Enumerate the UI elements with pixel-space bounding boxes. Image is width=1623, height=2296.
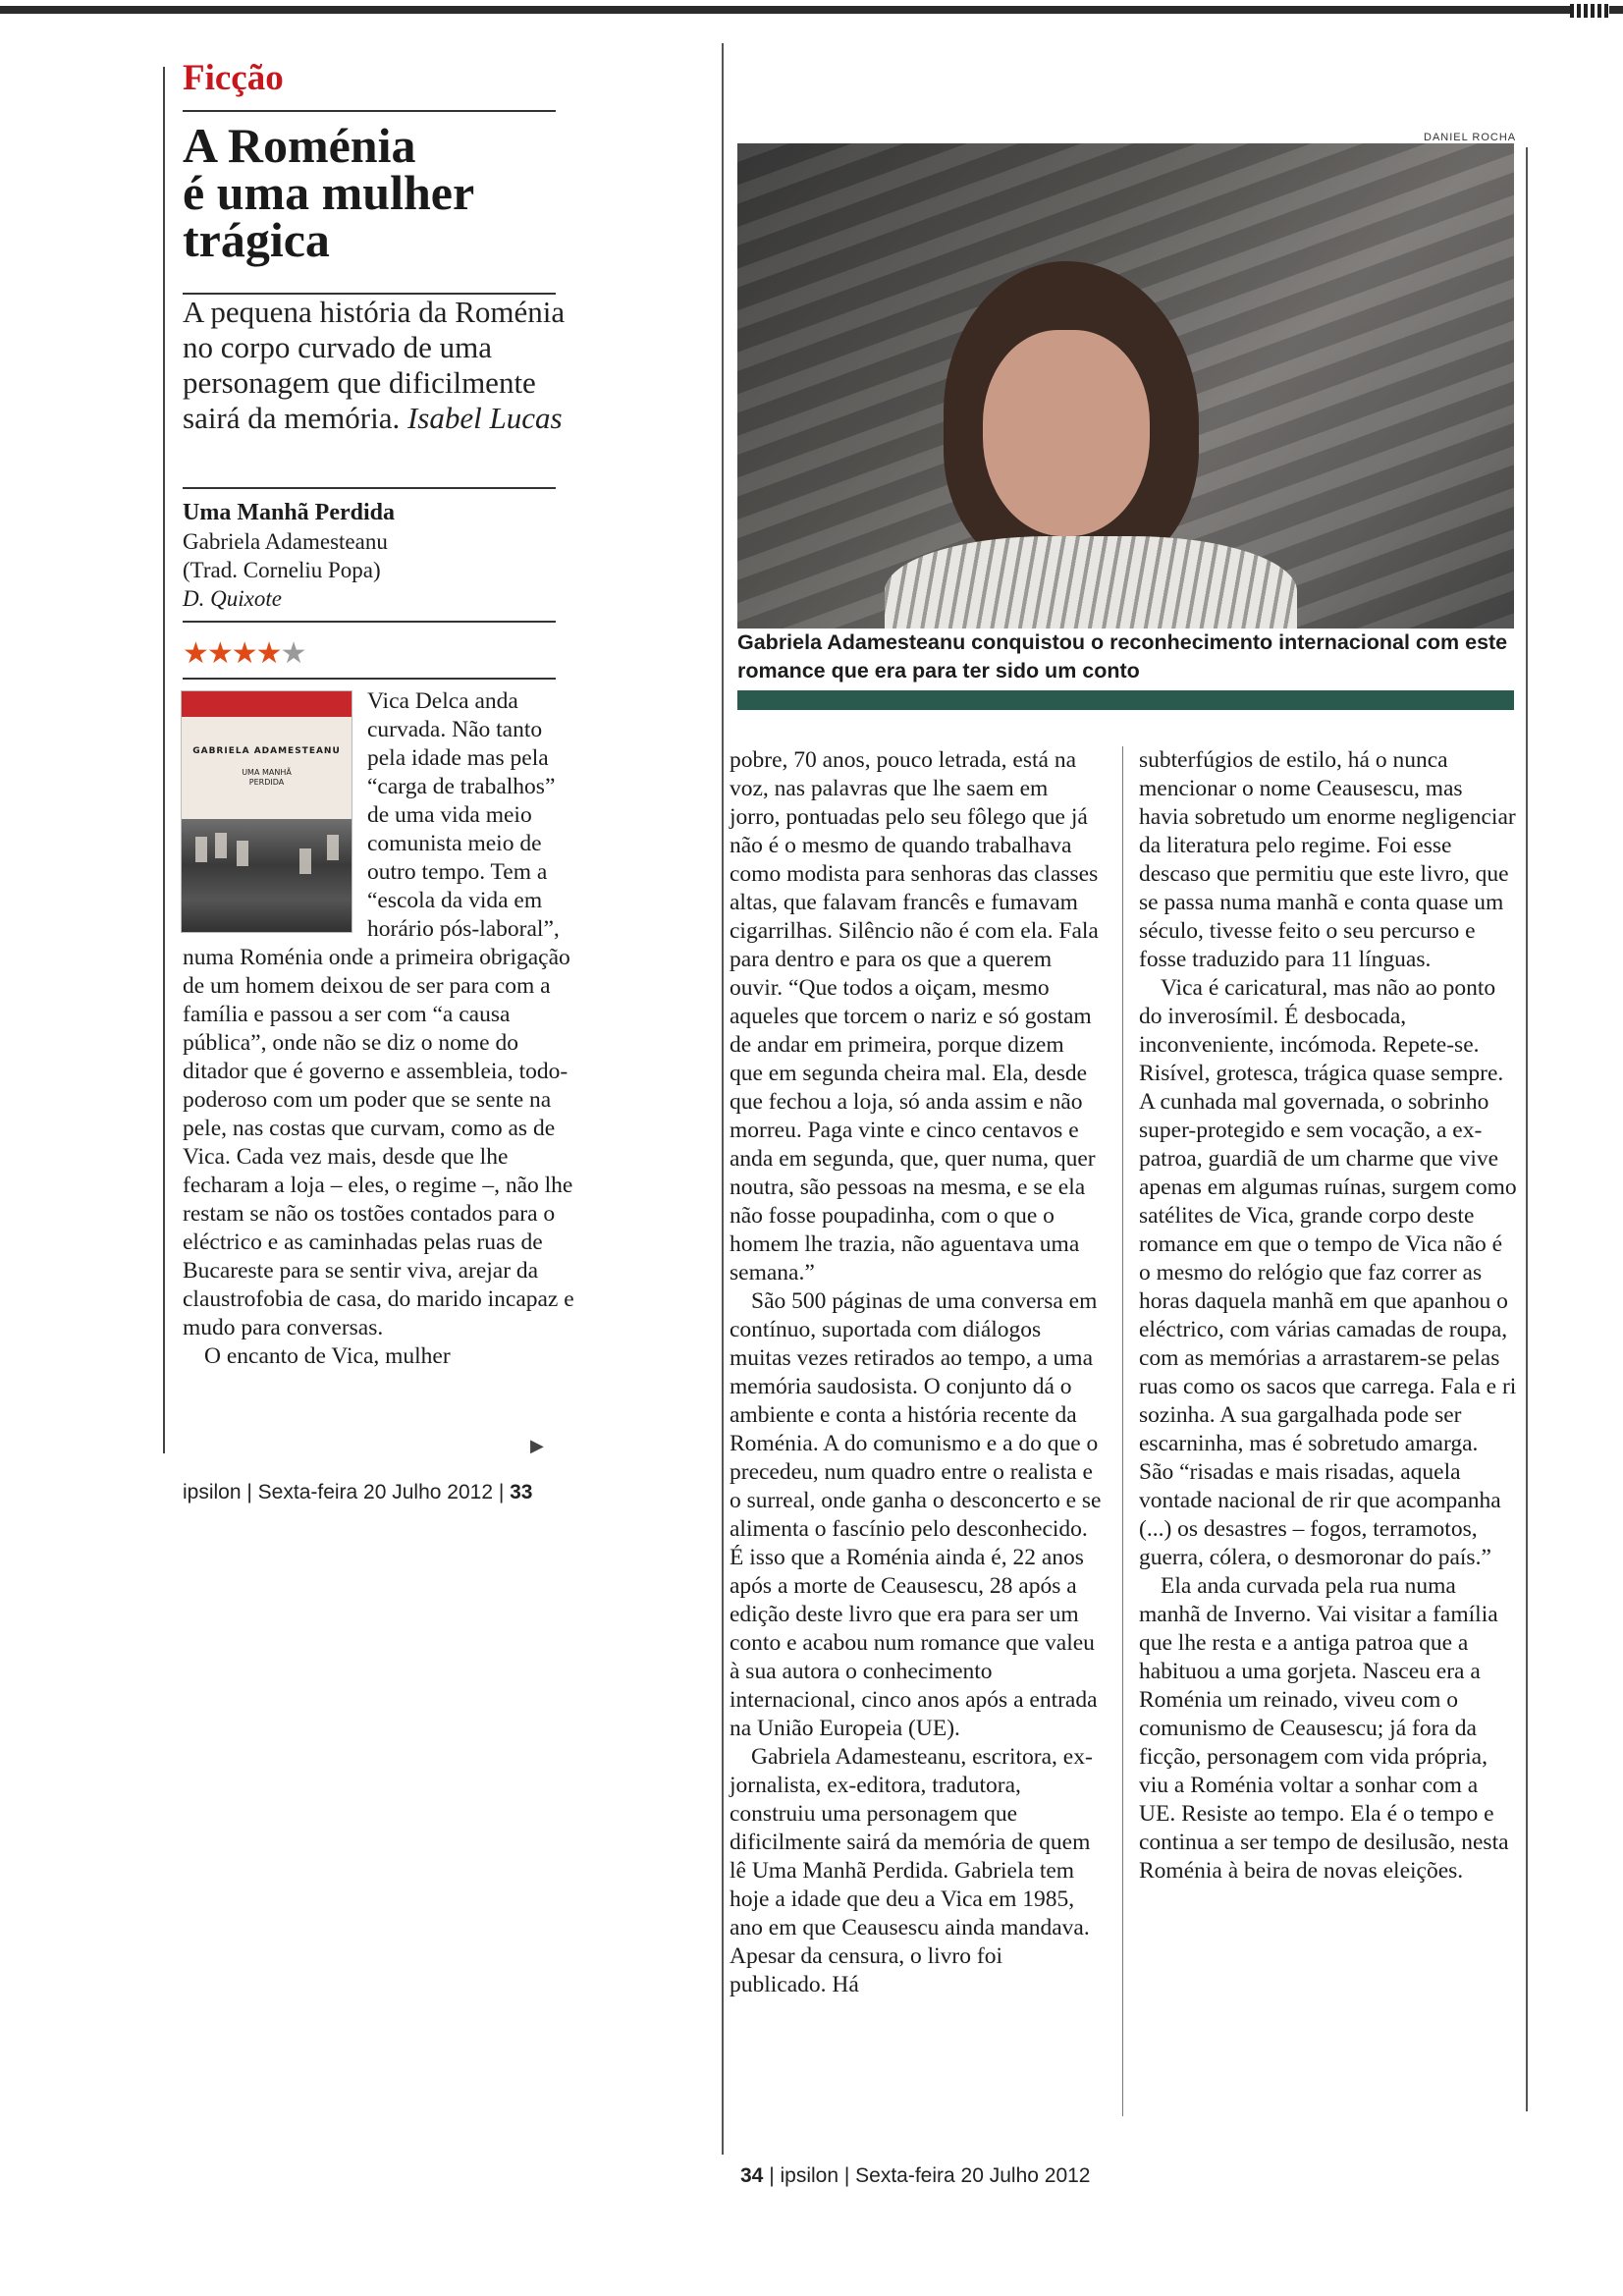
standfirst-divider bbox=[183, 487, 556, 489]
top-scan-bar bbox=[0, 6, 1623, 14]
folio-right: 34 | ipsilon | Sexta-feira 20 Julho 2012 bbox=[740, 2164, 1091, 2187]
article-paragraph: pobre, 70 anos, pouco letrada, está na voz, nas palavras que lhe saem em jorro, pontuadas pelo seu fôlego que já não é o mesmo de quando trabalhava como modista para senhoras das classes altas, que falavam francês e fumavam cigarrilhas. Silêncio não é com ela. Fala para dentro e para os que a querem ouvir. “Que todos a oiçam, mesmo aqueles que torcem o nariz e só gostam de andar em primeira, porque dizem que em segunda cheira mal. Ela, desde que fechou a loja, só anda assim e não morreu. Paga vinte e cinco centavos e anda em segunda, que, quer numa, quer noutra, são pessoas na mesma, e se ela não fosse poupadinha, com o que o homem lhe trazia, não aguentava uma semana.” bbox=[730, 747, 1099, 1285]
article-paragraph: Vica é caricatural, mas não ao ponto do inverosímil. É desbocada, inconveniente, incómoda. Repete-se. Risível, grotesca, trágica quase sempre. A cunhada mal governada, o sobrinho super-protegido e sem vocação, a ex-patroa, guardiã de um charme que vive apenas em algumas ruínas, surgem como satélites de Vica, grande corpo deste romance em que o tempo de Vica não é o mesmo do relógio que faz correr as horas daquela manhã em que apanhou o eléctrico, com várias camadas de roupa, com as memórias a arrastarem-se pelas ruas como os sacos que carrega. Fala e ri sozinha. A sua gargalhada pode ser escarninha, mas é sobretudo amarga. São “risadas e mais risadas, aquela vontade nacional de rir que acompanha (...) os desastres – fogos, terramotos, guerra, cólera, o desmoronar do país.” bbox=[1139, 975, 1517, 1570]
article-paragraph: Vica Delca anda curvada. Não tanto pela idade mas pela “carga de trabalhos” de uma vida meio comunista meio de outro tempo. Tem a “escola da vida em horário pós-laboral”, numa Roménia onde a primeira obrigação de um homem deixou de ser para com a família e passou a ser com “a causa pública”, onde não se diz o nome do ditador que é governo e assembleia, todo-poderoso com um poder que se sente na pele, nas costas que curvam, como as de Vica. Cada vez mais, desde que lhe fecharam a loja – eles, o regime –, não lhe restam se não os tostões contados para o eléctrico e as caminhadas pelas ruas de Bucareste para se sentir viva, arejar da claustrofobia de casa, do marido incapaz e mudo para conversas. bbox=[183, 688, 574, 1340]
folio-magazine: ipsilon bbox=[780, 2164, 839, 2187]
headline-line: é uma mulher bbox=[183, 165, 475, 220]
rating-divider bbox=[183, 678, 556, 680]
right-margin-rule bbox=[1526, 147, 1528, 2111]
article-paragraph: São 500 páginas de uma conversa em contínuo, suportada com diálogos muitas vezes retirados ao tempo, a uma memória saudosista. O conjunto dá o ambiente e conta a história recente da Roménia. A do comunismo e a do que o precedeu, num quadro entre o realista e o surreal, onde ganha o desconcerto e se alimenta o fascínio pelo desconhecido. É isso que a Roménia ainda é, 22 anos após a morte de Ceausescu, 28 após a edição deste livro que era para ser um conto e acabou num romance que valeu à sua autora o conhecimento internacional, cinco anos após a entrada na União Europeia (UE). bbox=[730, 1288, 1102, 1741]
article-paragraph: Gabriela Adamesteanu, escritora, ex-jornalista, ex-editora, tradutora, construiu uma personagem que dificilmente sairá da memória de quem lê Uma Manhã Perdida. Gabriela tem hoje a idade que deu a Vica em 1985, ano em que Ceausescu ainda mandava. Apesar da censura, o livro foi publicado. Há bbox=[730, 1744, 1093, 1997]
headline bbox=[183, 118, 575, 267]
folio-date: Sexta-feira 20 Julho 2012 bbox=[855, 2164, 1091, 2187]
book-info-divider bbox=[183, 621, 556, 623]
folio-date: Sexta-feira 20 Julho 2012 bbox=[257, 1481, 493, 1503]
byline: Isabel Lucas bbox=[406, 401, 563, 435]
standfirst-text: A pequena história da Roménia no corpo curvado de uma personagem que dificilmente sairá da memória. bbox=[183, 295, 566, 435]
filled-stars-icon: ★★★★ bbox=[183, 636, 281, 671]
section-divider bbox=[183, 110, 556, 112]
article-paragraph: subterfúgios de estilo, há o nunca mencionar o nome Ceausescu, mas havia sobretudo um enorme negligenciar da literatura pelo regime. Foi esse descaso que permitiu que este livro, que se passa numa manhã e conta quase um século, tivesse feito o seu percurso e fosse traduzido para 11 línguas. bbox=[1139, 747, 1516, 972]
right-page-rule bbox=[722, 43, 724, 2155]
book-info bbox=[183, 499, 575, 613]
headline-line: trágica bbox=[183, 212, 330, 267]
headline-line: A Roménia bbox=[183, 118, 416, 173]
star-rating bbox=[183, 636, 304, 671]
continue-arrow-icon: ▶ bbox=[530, 1436, 544, 1456]
author-portrait-photo bbox=[737, 143, 1514, 629]
book-title: Uma Manhã Perdida bbox=[183, 500, 395, 525]
folio-magazine: ipsilon bbox=[183, 1481, 242, 1503]
article-paragraph: Ela anda curvada pela rua numa manhã de Inverno. Vai visitar a família que lhe resta e a antiga patroa que a habituou a uma gorjeta. Nasceu era a Roménia um reinado, viveu com o comunismo de Ceausescu; já fora da ficção, personagem com vida própria, viu a Roménia voltar a sonhar com a UE. Resiste ao tempo. Ela é o tempo e continua a ser tempo de desilusão, nesta Roménia à beira de novas eleições. bbox=[1139, 1573, 1509, 1884]
left-margin-rule bbox=[163, 67, 165, 1453]
article-column-2 bbox=[1139, 746, 1518, 1886]
photo-caption: Gabriela Adamesteanu conquistou o reconhecimento internacional com este romance que era para ter sido um conto bbox=[737, 630, 1508, 683]
empty-star-icon: ★ bbox=[280, 636, 305, 671]
section-label: Ficção bbox=[183, 58, 284, 98]
article-body-left bbox=[183, 687, 575, 1371]
folio-left: ipsilon | Sexta-feira 20 Julho 2012 | 33 bbox=[183, 1481, 533, 1503]
scan-marker bbox=[1570, 4, 1609, 18]
column-divider bbox=[1122, 746, 1123, 2116]
standfirst bbox=[183, 295, 575, 436]
article-paragraph: O encanto de Vica, mulher bbox=[204, 1343, 451, 1369]
cover-author: GABRIELA ADAMESTEANU bbox=[192, 746, 341, 756]
caption-bar bbox=[737, 690, 1514, 710]
cover-title-line: UMA MANHÃ bbox=[242, 768, 292, 777]
cover-float-space bbox=[183, 687, 367, 937]
cover-title-line: PERDIDA bbox=[248, 778, 285, 787]
book-translator: (Trad. Corneliu Popa) bbox=[183, 558, 381, 582]
folio-page-number: 33 bbox=[510, 1481, 533, 1503]
book-publisher: D. Quixote bbox=[183, 586, 282, 611]
book-author: Gabriela Adamesteanu bbox=[183, 529, 388, 554]
folio-page-number: 34 bbox=[740, 2164, 764, 2187]
photo-credit: DANIEL ROCHA bbox=[1424, 132, 1517, 143]
article-column-1 bbox=[730, 746, 1103, 1999]
